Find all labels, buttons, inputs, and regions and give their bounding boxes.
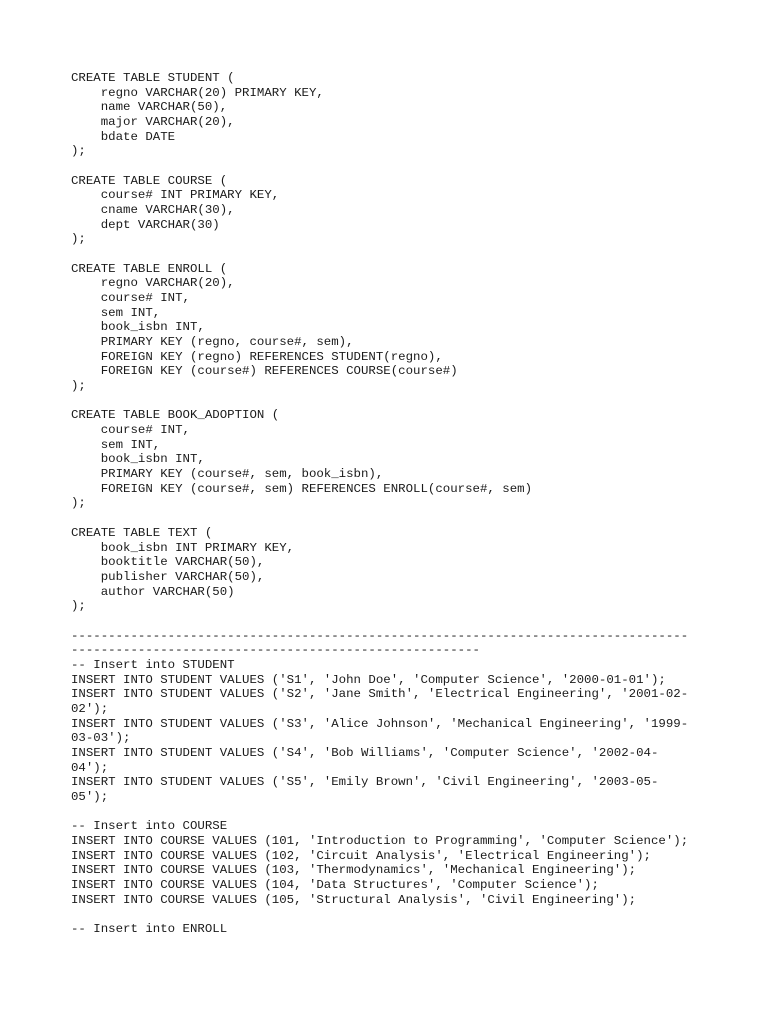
code-line: INSERT INTO COURSE VALUES (102, 'Circuit Analysis', 'Electrical Engineering'); (71, 848, 651, 863)
code-line (71, 159, 711, 174)
code-line: INSERT INTO COURSE VALUES (103, 'Thermodynamics', 'Mechanical Engineering'); (71, 863, 637, 878)
code-line: CREATE TABLE BOOK_ADOPTION ( (71, 408, 280, 423)
code-line: name VARCHAR(50), (71, 100, 228, 115)
code-line: sem INT, (71, 437, 161, 452)
code-line: author VARCHAR(50) (71, 584, 235, 599)
code-line: book_isbn INT, (71, 452, 205, 467)
sql-code-block (71, 71, 711, 937)
code-line: cname VARCHAR(30), (71, 203, 235, 218)
code-line: book_isbn INT PRIMARY KEY, (71, 540, 295, 555)
code-line: course# INT PRIMARY KEY, (71, 188, 280, 203)
code-line: INSERT INTO COURSE VALUES (105, 'Structural Analysis', 'Civil Engineering'); (71, 892, 637, 907)
code-line: INSERT INTO STUDENT VALUES ('S1', 'John Doe', 'Computer Science', '2000-01-01'); (71, 672, 666, 687)
code-line (71, 907, 711, 922)
code-line: CREATE TABLE STUDENT ( (71, 71, 235, 85)
code-line: ------------------------------------------------------- (71, 643, 480, 658)
code-line: -- Insert into COURSE (71, 819, 228, 834)
code-line: FOREIGN KEY (regno) REFERENCES STUDENT(regno), (71, 349, 443, 364)
code-line: 04'); (71, 760, 109, 775)
code-line: publisher VARCHAR(50), (71, 569, 265, 584)
code-line: ); (71, 144, 86, 159)
code-line: -- Insert into ENROLL (71, 921, 228, 936)
code-line: INSERT INTO COURSE VALUES (104, 'Data Structures', 'Computer Science'); (71, 877, 599, 892)
code-line: INSERT INTO STUDENT VALUES ('S3', 'Alice Johnson', 'Mechanical Engineering', '1999- (71, 716, 689, 731)
code-line (71, 614, 711, 629)
code-line: sem INT, (71, 305, 161, 320)
code-line: booktitle VARCHAR(50), (71, 555, 265, 570)
code-line: bdate DATE (71, 129, 176, 144)
code-line: ); (71, 379, 86, 394)
code-line: book_isbn INT, (71, 320, 205, 335)
code-line: CREATE TABLE COURSE ( (71, 173, 228, 188)
code-line: ----------------------------------------------------------------------------------- (71, 628, 689, 643)
code-line: major VARCHAR(20), (71, 115, 235, 130)
code-line: FOREIGN KEY (course#) REFERENCES COURSE(course#) (71, 364, 458, 379)
code-line: course# INT, (71, 423, 190, 438)
code-line: course# INT, (71, 291, 190, 306)
code-line (71, 805, 711, 820)
code-line: ); (71, 496, 86, 511)
code-line: PRIMARY KEY (regno, course#, sem), (71, 335, 354, 350)
code-line: ); (71, 232, 86, 247)
code-line: 03-03'); (71, 731, 131, 746)
code-line: 05'); (71, 789, 109, 804)
code-line (71, 247, 711, 262)
code-line: ); (71, 599, 86, 614)
code-line: CREATE TABLE TEXT ( (71, 525, 213, 540)
code-line: PRIMARY KEY (course#, sem, book_isbn), (71, 467, 384, 482)
code-line: FOREIGN KEY (course#, sem) REFERENCES ENROLL(course#, sem) (71, 481, 533, 496)
code-line: 02'); (71, 701, 109, 716)
code-line: INSERT INTO STUDENT VALUES ('S2', 'Jane Smith', 'Electrical Engineering', '2001-02- (71, 687, 689, 702)
code-line: CREATE TABLE ENROLL ( (71, 261, 228, 276)
document-page (71, 71, 711, 937)
code-line: INSERT INTO STUDENT VALUES ('S4', 'Bob Williams', 'Computer Science', '2002-04- (71, 745, 659, 760)
code-line: regno VARCHAR(20) PRIMARY KEY, (71, 85, 324, 100)
code-line: regno VARCHAR(20), (71, 276, 235, 291)
code-line: INSERT INTO STUDENT VALUES ('S5', 'Emily Brown', 'Civil Engineering', '2003-05- (71, 775, 659, 790)
code-line: INSERT INTO COURSE VALUES (101, 'Introduction to Programming', 'Computer Science'); (71, 833, 689, 848)
code-line (71, 511, 711, 526)
code-line: -- Insert into STUDENT (71, 657, 235, 672)
code-line (71, 394, 711, 409)
code-line: dept VARCHAR(30) (71, 217, 220, 232)
